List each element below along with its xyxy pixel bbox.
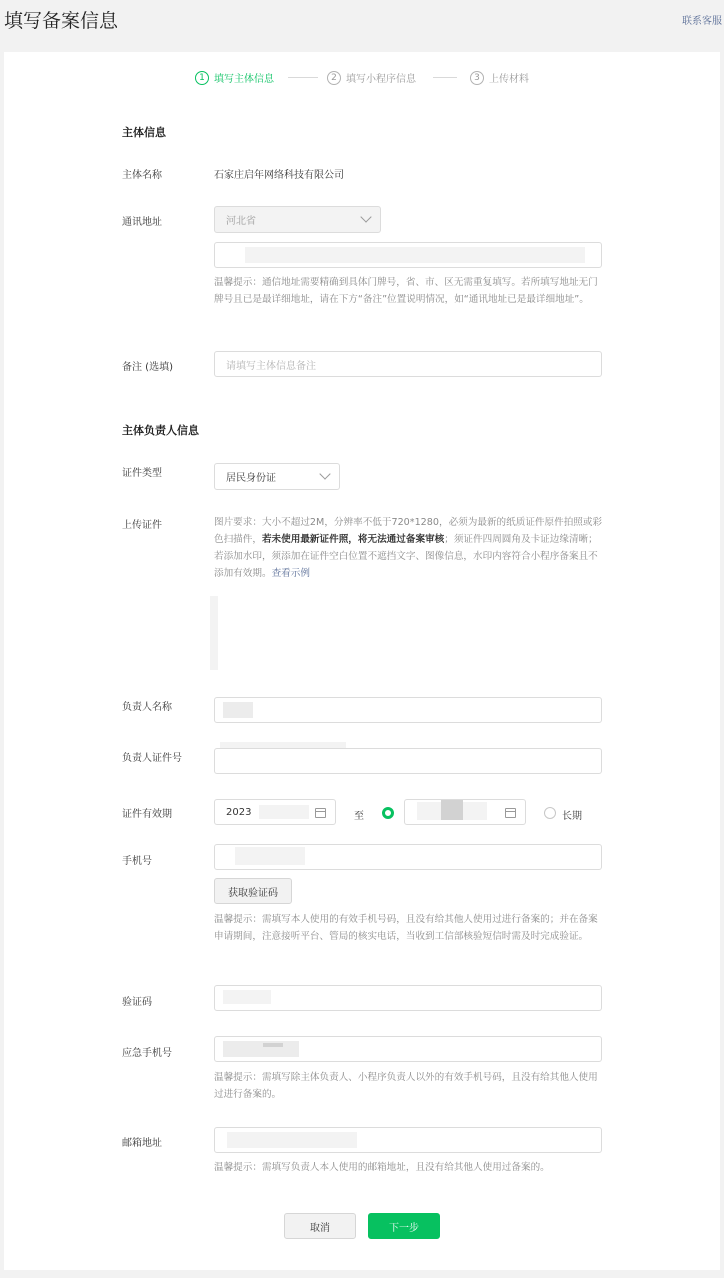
validity-end-radio[interactable] (382, 807, 394, 819)
step-2-label: 填写小程序信息 (346, 74, 416, 85)
cert-type-select[interactable] (214, 463, 340, 490)
upload-hint-text-2: ；须证件四周圆角及卡证边缘清晰；若添加水印，须添加在证件空白位置不遮挡文字、图像信息，水印内容符合小程序备案且不添加有效期。 (214, 534, 598, 579)
stepper (4, 70, 720, 86)
long-term-label: 长期 (562, 811, 582, 822)
redacted-text (263, 1043, 283, 1047)
step-3-number: 3 (470, 71, 484, 85)
remark-placeholder: 请填写主体信息备注 (226, 360, 316, 372)
address-detail-input[interactable] (214, 242, 602, 268)
redacted-text (223, 702, 253, 718)
form-panel (4, 52, 720, 1270)
upload-hint (214, 514, 604, 582)
contact-support-link[interactable]: 联系客服 (682, 16, 722, 27)
view-example-link[interactable]: 查看示例 (271, 568, 310, 579)
email-label: 邮箱地址 (122, 1138, 162, 1149)
email-input[interactable] (214, 1127, 602, 1153)
chevron-down-icon (360, 211, 371, 222)
emergency-phone-label: 应急手机号 (122, 1048, 172, 1059)
subject-name-value: 石家庄启年网络科技有限公司 (214, 170, 344, 181)
province-select (214, 206, 381, 233)
redacted-text (223, 990, 271, 1004)
step-3-label: 上传材料 (489, 74, 529, 85)
validity-start-input[interactable] (214, 799, 336, 825)
email-hint: 温馨提示：需填写负责人本人使用的邮箱地址，且没有给其他人使用过备案的。 (214, 1162, 550, 1173)
phone-hint: 温馨提示：需填写本人使用的有效手机号码，且没有给其他人使用过进行备案的；并在备案申请期间，注意接听平台、管局的核实电话，当收到工信部核验短信时需及时完成验证。 (214, 914, 598, 942)
step-1-label: 填写主体信息 (214, 74, 274, 85)
section-title-subject: 主体信息 (122, 126, 166, 139)
remark-input[interactable] (214, 351, 602, 377)
validity-end-input[interactable] (404, 799, 526, 825)
redacted-text (223, 1041, 299, 1057)
step-2 (327, 70, 416, 85)
get-code-button[interactable]: 获取验证码 (214, 878, 292, 904)
phone-label: 手机号 (122, 856, 152, 867)
cancel-button[interactable]: 取消 (284, 1213, 356, 1239)
upload-cert-label: 上传证件 (122, 520, 162, 531)
upload-area[interactable] (210, 596, 218, 670)
step-divider (288, 77, 318, 78)
owner-name-input[interactable] (214, 697, 602, 723)
step-1-number: 1 (195, 71, 209, 85)
section-title-owner: 主体负责人信息 (122, 424, 199, 437)
redacted-text (441, 800, 463, 820)
chevron-down-icon (319, 468, 330, 479)
owner-id-input[interactable] (214, 748, 602, 774)
calendar-icon[interactable] (315, 808, 326, 818)
validity-label: 证件有效期 (122, 809, 172, 820)
code-input[interactable] (214, 985, 602, 1011)
calendar-icon[interactable] (505, 808, 516, 818)
upload-hint-text: 图片要求：大小不超过2M，分辨率不低于720*1280，必须为最新的纸质证件原件拍照或彩色扫描件， (214, 517, 603, 545)
upload-hint-warning: 若未使用最新证件照，将无法通过备案审核 (261, 534, 445, 545)
address-hint: 温馨提示：通信地址需要精确到具体门牌号，省、市、区无需重复填写。若所填写地址无门牌号且已是最详细地址，请在下方“备注”位置说明情况，如“通讯地址已是最详细地址”。 (214, 277, 598, 305)
validity-start-value: 2023 (226, 806, 252, 818)
owner-name-label: 负责人名称 (122, 702, 172, 713)
date-range-separator: 至 (354, 811, 364, 822)
cert-type-label: 证件类型 (122, 468, 162, 479)
cert-type-value: 居民身份证 (226, 473, 276, 484)
emergency-phone-input[interactable] (214, 1036, 602, 1062)
phone-input[interactable] (214, 844, 602, 870)
step-3 (470, 70, 529, 85)
page-title: 填写备案信息 (4, 10, 119, 32)
redacted-text (245, 247, 585, 263)
step-1 (195, 70, 274, 85)
redacted-text (235, 847, 305, 865)
emergency-phone-hint: 温馨提示：需填写除主体负责人、小程序负责人以外的有效手机号码，且没有给其他人使用过进行备案的。 (214, 1072, 598, 1100)
redacted-text (259, 805, 309, 819)
redacted-text (227, 1132, 357, 1148)
step-2-number: 2 (327, 71, 341, 85)
province-value: 河北省 (226, 216, 256, 227)
step-divider (433, 77, 457, 78)
owner-id-label: 负责人证件号 (122, 753, 182, 764)
long-term-radio[interactable] (544, 807, 556, 819)
code-label: 验证码 (122, 997, 152, 1008)
next-step-button[interactable]: 下一步 (368, 1213, 440, 1239)
subject-name-label: 主体名称 (122, 170, 162, 181)
address-label: 通讯地址 (122, 217, 162, 228)
remark-label: 备注 (选填) (122, 362, 173, 373)
